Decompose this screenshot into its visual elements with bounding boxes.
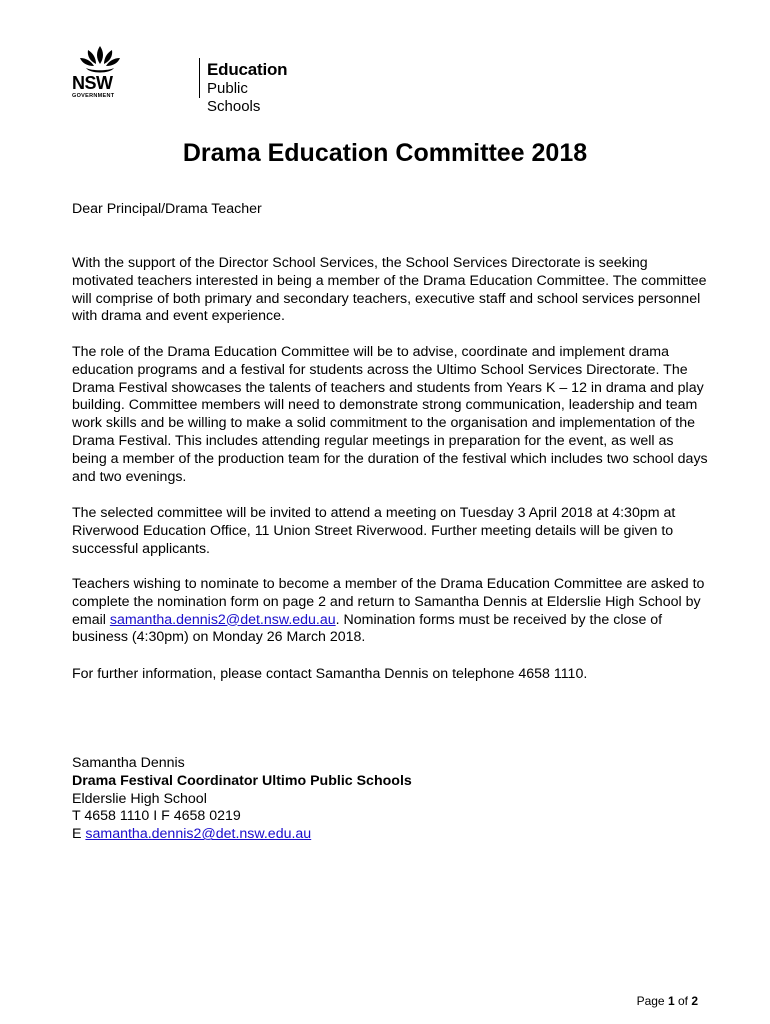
paragraph-4-text-end: . Nomination forms must be received by the close of business (4:30pm) on Monday 26 March 2018.: [72, 611, 663, 646]
nomination-email-link[interactable]: samantha.dennis2@det.nsw.edu.au: [109, 611, 336, 628]
salutation: Dear Principal/Drama Teacher: [72, 201, 262, 217]
page-word: Page: [636, 994, 668, 1008]
logo-divider: [199, 58, 200, 98]
document-title: Drama Education Committee 2018: [182, 139, 588, 167]
nsw-wordmark: NSW: [72, 73, 113, 93]
page-number: [637, 994, 698, 1008]
signature-phone: T 4658 1110 I F 4658 0219: [72, 808, 241, 825]
dept-line-2: Public Schools: [207, 80, 261, 115]
signature-email-link[interactable]: samantha.dennis2@det.nsw.edu.au: [85, 826, 312, 843]
paragraph-2: The role of the Drama Education Committee will be to advise, coordinate and implement drama education programs and a festival for students across the Ultimo School Services Directorate. The Drama Festival showcases the talents of teachers and students from Years K – 12 in drama and play building. Committee members will need to demonstrate strong communication, leadership and team work skills and be willing to make a solid commitment to the organisation and implementation of the Drama Festival. This includes attending regular meetings in preparation for the event, as well as being a member of the production team for the duration of the festival which includes two school days and two evenings.: [72, 344, 708, 485]
page-of: of: [674, 994, 692, 1008]
dept-line-1: Education: [207, 60, 288, 79]
signature-name: Samantha Dennis: [72, 755, 185, 771]
email-prefix: E: [72, 826, 86, 843]
page-current: 1: [667, 994, 675, 1008]
nsw-education-logo: [72, 44, 288, 115]
paragraph-5: For further information, please contact Samantha Dennis on telephone 4658 1110.: [72, 666, 588, 682]
page-total: 2: [691, 994, 698, 1008]
paragraph-3: The selected committee will be invited to attend a meeting on Tuesday 3 April 2018 at 4:30pm at Riverwood Education Office, 11 Union Street Riverwood. Further meeting details will be given to successful applicants.: [72, 505, 676, 557]
paragraph-4: [72, 576, 712, 647]
signature-school: Elderslie High School: [72, 790, 207, 807]
government-wordmark: GOVERNMENT: [72, 93, 115, 99]
signature-block: [72, 755, 712, 844]
paragraph-4-text-start: Teachers wishing to nominate to become a member of the Drama Education Committee are asked to complete the nomination form on page 2 and return to Samantha Dennis at Elderslie High School by email: [72, 576, 705, 628]
signature-role: Drama Festival Coordinator Ultimo Public Schools: [72, 772, 412, 789]
signature-email-line: [72, 826, 712, 844]
paragraph-1: With the support of the Director School Services, the School Services Directorate is seeking motivated teachers interested in being a member of the Drama Education Committee. The committee will comprise of both primary and secondary teachers, executive staff and school services personnel with drama and event experience.: [72, 255, 707, 325]
